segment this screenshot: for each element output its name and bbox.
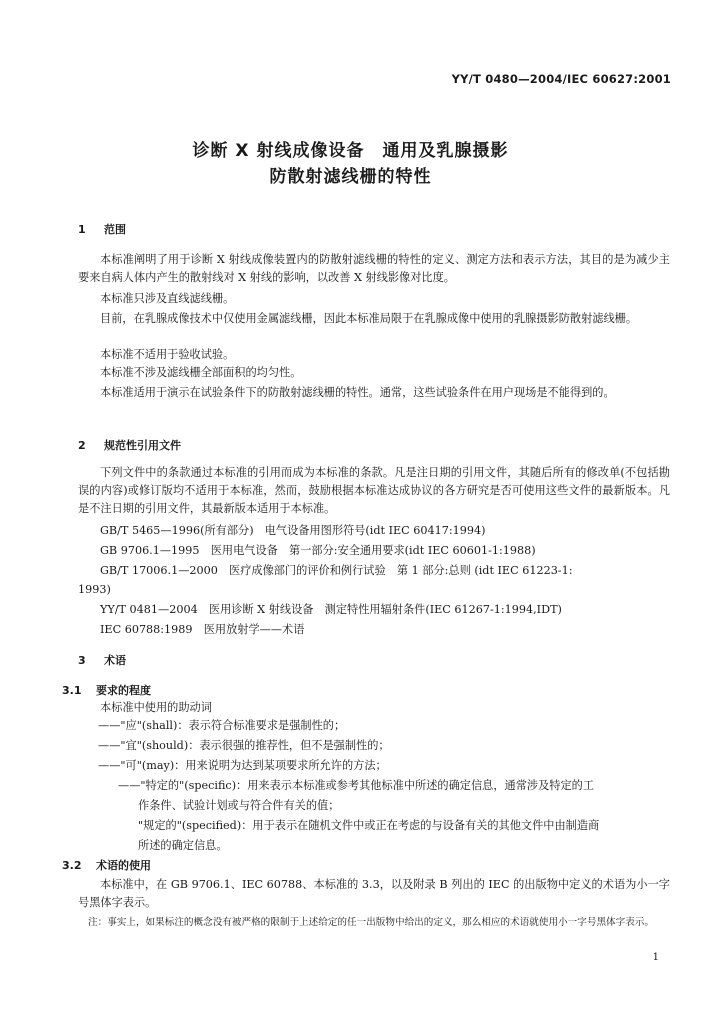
section-title: 术语 (104, 654, 126, 667)
term-usage-paragraph: 本标准中，在 GB 9706.1、IEC 60788、本标准的 3.3，以及附录 B 列出的 IEC 的出版物中定义的术语为小一字号黑体字表示。 (78, 878, 670, 909)
scope-paragraph-4: 本标准不适用于验收试验。 (100, 348, 235, 361)
section-2-heading (78, 437, 181, 453)
reference-item: GB/T 17006.1—2000 医疗成像部门的评价和例行试验 第 1 部分:总则 (idt IEC 61223-1: (100, 564, 573, 577)
references-intro: 下列文件中的条款通过本标准的引用而成为本标准的条款。凡是注日期的引用文件，其随后所有的修改单(不包括勘误的内容)或修订版均不适用于本标准，然而，鼓励根据本标准达成协议的各方研究是否可使用这些文件的最新版本。凡是不注日期的引用文件，其最新版本适用于本标准。 (78, 466, 670, 515)
term-line-continued: 作条件、试验计划或与符合件有关的值； (138, 799, 340, 812)
subsection-title: 要求的程度 (96, 684, 151, 697)
scope-paragraph-3: 目前，在乳腺成像技术中仅使用金属滤线栅，因此本标准局限于在乳腺成像中使用的乳腺摄影防散射滤线栅。 (100, 312, 638, 325)
term-line: ——"特定的"(specific)：用来表示本标准或参考其他标准中所述的确定信息，通常涉及特定的工 (118, 779, 595, 792)
subsection-number: 3.2 (62, 859, 82, 872)
note-label: 注： (88, 917, 108, 928)
reference-item-continued: 1993) (78, 583, 111, 596)
title-line-1: 诊断 X 射线成像设备 通用及乳腺摄影 (192, 141, 509, 161)
reference-item: YY/T 0481—2004 医用诊断 X 射线设备 测定特性用辐射条件(IEC 61267-1:1994,IDT) (100, 603, 562, 616)
section-number: 3 (78, 654, 86, 667)
note (88, 914, 672, 931)
subsection-number: 3.1 (62, 684, 82, 697)
reference-item: IEC 60788:1989 医用放射学——术语 (100, 623, 305, 636)
subsection-3-2-heading (62, 857, 151, 873)
section-title: 规范性引用文件 (104, 439, 181, 452)
term-line-continued: 所述的确定信息。 (138, 839, 228, 852)
term-line: ——"应"(shall)：表示符合标准要求是强制性的； (98, 719, 346, 732)
scope-paragraph-6: 本标准适用于演示在试验条件下的防散射滤线栅的特性。通常，这些试验条件在用户现场是不能得到的。 (100, 386, 615, 399)
scope-paragraph-2: 本标准只涉及直线滤线栅。 (100, 292, 235, 305)
section-number: 2 (78, 439, 86, 452)
note-text: 事实上，如果标注的概念没有被严格的限制于上述给定的任一出版物中给出的定义，那么相应的术语就使用小一字号黑体字表示。 (107, 917, 655, 928)
term-line: 本标准中使用的助动词 (100, 701, 212, 714)
section-title: 范围 (104, 223, 126, 236)
reference-item: GB/T 5465—1996(所有部分) 电气设备用图形符号(idt IEC 60417:1994) (100, 524, 486, 537)
term-line: ——"宜"(should)：表示很强的推荐性，但不是强制性的； (98, 739, 390, 752)
subsection-3-1-heading (62, 682, 151, 698)
page-number: 1 (652, 952, 659, 963)
term-line: "规定的"(specified)：用于表示在随机文件中或正在考虑的与设备有关的其他文件中由制造商 (138, 819, 600, 832)
scope-paragraph-5: 本标准不涉及滤线栅全部面积的均匀性。 (100, 366, 302, 379)
subsection-title: 术语的使用 (96, 859, 151, 872)
scope-paragraph-1: 本标准阐明了用于诊断 X 射线成像装置内的防散射滤线栅的特性的定义、测定方法和表示方法，其目的是为减少主要来自病人体内产生的散射线对 X 射线的影响，以改善 X 射线影像对比度。 (78, 253, 670, 284)
title-line-2: 防散射滤线栅的特性 (269, 167, 432, 187)
section-3-heading (78, 652, 126, 668)
standard-code: YY/T 0480—2004/IEC 60627:2001 (451, 72, 671, 86)
reference-item: GB 9706.1—1995 医用电气设备 第一部分:安全通用要求(idt IEC 60601-1:1988) (100, 544, 536, 557)
section-number: 1 (78, 223, 86, 236)
term-line: ——"可"(may)：用来说明为达到某项要求所允许的方法； (98, 759, 387, 772)
section-1-heading (78, 221, 126, 237)
